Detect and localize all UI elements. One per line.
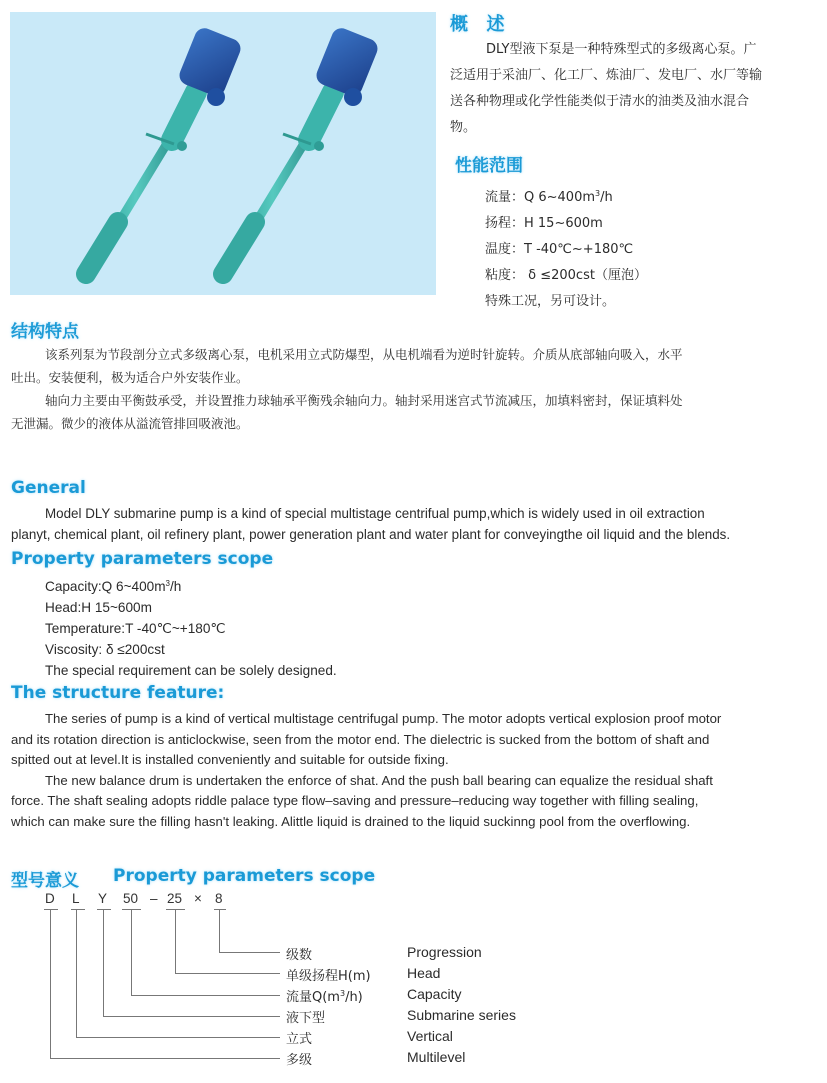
performance-item-flow: 流量：Q $6\sim 400m^3/h$ — [485, 189, 613, 205]
performance-list — [485, 181, 647, 315]
general-line: planyt, chemical plant, oil refinery plant, power generation plant and water plant for conveyingthe oil liquid and the blends. — [11, 527, 731, 542]
overview-line: 泛适用于采油厂、化工厂、炼油厂、发电厂、水厂等输 — [450, 68, 763, 83]
leader-line-l — [76, 910, 77, 1038]
legend-zh-multilevel: 多级 — [286, 1053, 313, 1068]
structure-en-line: spitted out at level.It is installed conveniently and suitable for outside fixing. — [11, 752, 449, 767]
legend-en-submarine: Submarine series — [407, 1007, 516, 1023]
property-item-viscosity: Viscosity: δ ≤200cst — [45, 642, 165, 657]
legend-zh-submarine: 液下型 — [286, 1011, 326, 1026]
structure-zh-line: 吐出。安装便利，极为适合户外安装作业。 — [11, 370, 249, 385]
property-item-special: The special requirement can be solely designed. — [45, 663, 337, 678]
connector-flow — [131, 995, 280, 996]
structure-zh-line: 无泄漏。微少的液体从溢流管排回吸液池。 — [11, 416, 249, 431]
property-list — [45, 573, 337, 681]
code-part-stages: 8 — [215, 891, 223, 906]
code-part-l: L — [72, 891, 80, 906]
overview-line: 送各种物理或化学性能类似于清水的油类及油水混合 — [450, 94, 750, 109]
code-part-dash: – — [150, 891, 158, 906]
underline — [122, 909, 141, 910]
legend-en-multilevel: Multilevel — [407, 1049, 466, 1065]
code-part-flow: 50 — [123, 891, 139, 906]
structure-en-line: and its rotation direction is anticlockwise, seen from the motor end. The dielectric is sucked from the bottom of shaft and — [11, 731, 710, 747]
code-part-times: × — [194, 891, 202, 906]
performance-item-viscosity: 粘度： δ ≤200cst（厘泡） — [485, 268, 647, 283]
general-line: Model DLY submarine pump is a kind of special multistage centrifual pump,which is widely used in oil extraction — [45, 506, 705, 521]
underline — [166, 909, 185, 910]
legend-en-capacity: Capacity — [407, 986, 462, 1002]
leader-line-flow — [131, 910, 132, 996]
performance-item-special: 特殊工况，另可设计。 — [485, 294, 616, 309]
connector-d — [50, 1058, 280, 1059]
property-item-capacity: Capacity:Q $6\sim 400m^3/h$ — [45, 579, 182, 594]
structure-en-heading: The structure feature: — [11, 683, 225, 703]
structure-zh-heading: 结构特点 — [11, 322, 79, 342]
connector-stages — [219, 952, 280, 953]
overview-text — [450, 37, 820, 141]
underline — [214, 909, 226, 910]
leader-line-y — [103, 910, 104, 1017]
structure-en-line: The series of pump is a kind of vertical multistage centrifugal pump. The motor adopts vertical explosion proof motor — [45, 711, 722, 726]
leader-line-stages — [219, 910, 220, 953]
structure-zh-line: 该系列泵为节段剖分立式多级离心泵，电机采用立式防爆型，从电机端看为逆时针旋转。介质从底部轴向吸入，水平 — [45, 347, 683, 362]
code-part-y: Y — [98, 891, 108, 906]
product-photo — [10, 12, 436, 295]
legend-en-vertical: Vertical — [407, 1028, 453, 1044]
leader-line-d — [50, 910, 51, 1059]
structure-zh-text — [11, 343, 817, 435]
code-part-d: D — [45, 891, 55, 906]
general-text — [11, 503, 817, 545]
connector-l — [76, 1037, 280, 1038]
structure-en-line: which can make sure the filling hasn't leaking. Alittle liquid is drained to the liquid suckinng pool from the overflowing. — [11, 813, 691, 829]
overview-line: DLY型液下泵是一种特殊型式的多级离心泵。广 — [486, 42, 757, 57]
connector-head — [175, 973, 280, 974]
structure-en-line: The new balance drum is undertaken the enforce of shat. And the push ball bearing can equalize the residual shaft — [45, 772, 713, 788]
property-item-head: Head:H 15~600m — [45, 600, 152, 615]
connector-y — [103, 1016, 280, 1017]
leader-line-head — [175, 910, 176, 974]
legend-en-head: Head — [407, 965, 441, 981]
legend-zh-head: 单级扬程H(m) — [286, 969, 371, 984]
structure-en-line: force. The shaft sealing adopts riddle palace type flow–saving and pressure–reducing way together with filling sealing, — [11, 793, 699, 808]
pump-left — [86, 25, 243, 274]
underline — [71, 909, 85, 910]
property-heading: Property parameters scope — [11, 549, 274, 569]
structure-en-text — [11, 709, 817, 832]
pump-right — [223, 25, 380, 274]
legend-zh-progression: 级数 — [286, 948, 313, 963]
performance-heading: 性能范围 — [455, 156, 523, 176]
performance-item-temperature: 温度：T -40℃~+180℃ — [485, 242, 634, 257]
pump-illustration — [10, 12, 436, 295]
model-meaning-heading-zh: 型号意义 — [11, 871, 79, 891]
code-part-head: 25 — [167, 891, 183, 906]
underline — [97, 909, 111, 910]
legend-zh-vertical: 立式 — [286, 1032, 313, 1047]
performance-item-head: 扬程：H 15~600m — [485, 216, 603, 231]
underline — [44, 909, 58, 910]
legend-en-progression: Progression — [407, 944, 482, 960]
model-meaning-heading-en: Property parameters scope — [113, 866, 376, 886]
general-heading: General — [11, 478, 86, 498]
overview-line: 物。 — [450, 120, 477, 135]
property-item-temperature: Temperature:T -40℃~+180℃ — [45, 621, 226, 636]
legend-zh-capacity: 流量$Q(m^3/h)$ — [286, 989, 363, 1005]
overview-heading: 概 述 — [450, 14, 507, 35]
structure-zh-line: 轴向力主要由平衡鼓承受，并设置推力球轴承平衡残余轴向力。轴封采用迷宫式节流减压，加填料密封，保证填料处 — [45, 393, 683, 408]
